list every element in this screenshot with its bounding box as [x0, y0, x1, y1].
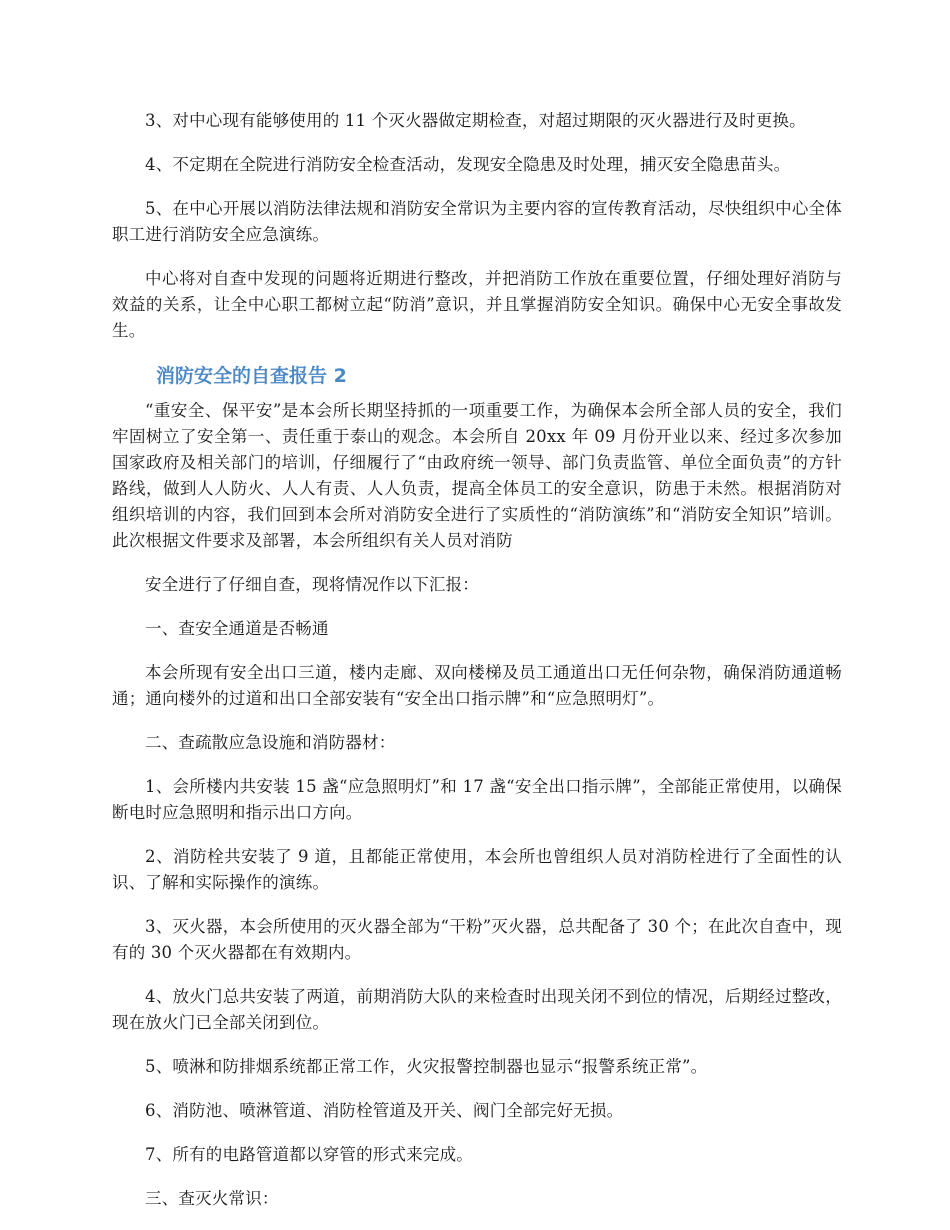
paragraph: 6、消防池、喷淋管道、消防栓管道及开关、阀门全部完好无损。: [145, 1101, 624, 1120]
paragraph: 2、消防栓共安装了 9 道，且都能正常使用，本会所也曾组织人员对消防栓进行了全面性的认识、了解和实际操作的演练。: [112, 847, 842, 892]
paragraph: 3、对中心现有能够使用的 11 个灭火器做定期检查，对超过期限的灭火器进行及时更换。: [145, 111, 806, 130]
paragraph: 7、所有的电路管道都以穿管的形式来完成。: [145, 1145, 473, 1164]
paragraph: 4、放火门总共安装了两道，前期消防大队的来检查时出现关闭不到位的情况，后期经过整改，现在放火门已全部关闭到位。: [112, 987, 842, 1032]
paragraph: 本会所现有安全出口三道，楼内走廊、双向楼梯及员工通道出口无任何杂物，确保消防通道畅通；通向楼外的过道和出口全部安装有“安全出口指示牌”和“应急照明灯”。: [112, 663, 842, 708]
paragraph: 一、查安全通道是否畅通: [145, 619, 329, 638]
paragraph: 3、灭火器，本会所使用的灭火器全部为“干粉”灭火器，总共配备了 30 个；在此次自查中，现有的 30 个灭火器都在有效期内。: [112, 917, 842, 962]
document-body: [112, 108, 842, 1230]
paragraph: 5、在中心开展以消防法律法规和消防安全常识为主要内容的宣传教育活动，尽快组织中心全体职工进行消防安全应急演练。: [112, 199, 842, 244]
paragraph: 二、查疏散应急设施和消防器材：: [145, 733, 396, 752]
paragraph: 5、喷淋和防排烟系统都正常工作，火灾报警控制器也显示“报警系统正常”。: [145, 1057, 708, 1076]
paragraph: “重安全、保平安”是本会所长期坚持抓的一项重要工作，为确保本会所全部人员的安全，我们牢固树立了安全第一、责任重于泰山的观念。本会所自 20xx 年 09 月份开业以来、经过多次参加国家政府及相关部门的培训，仔细履行了“由政府统一领导、部门负责监管、单位全面负责”的方针路线，做到人人防火、人人有责、人人负责，提高全体员工的安全意识，防患于未然。根据消防对组织培训的内容，我们回到本会所对消防安全进行了实质性的“消防演练”和“消防安全知识”培训。此次根据文件要求及部署，本会所组织有关人员对消防: [112, 401, 842, 550]
paragraph: 4、不定期在全院进行消防安全检查活动，发现安全隐患及时处理，捕灭安全隐患苗头。: [145, 155, 791, 174]
paragraph: 中心将对自查中发现的问题将近期进行整改，并把消防工作放在重要位置，仔细处理好消防与效益的关系，让全中心职工都树立起“防消”意识，并且掌握消防安全知识。确保中心无安全事故发生。: [112, 269, 842, 340]
paragraph: 安全进行了仔细自查，现将情况作以下汇报：: [145, 575, 479, 594]
paragraph: 三、查灭火常识：: [145, 1189, 279, 1208]
paragraph: 1、会所楼内共安装 15 盏“应急照明灯”和 17 盏“安全出口指示牌”，全部能正常使用，以确保断电时应急照明和指示出口方向。: [112, 777, 842, 822]
section-title: 消防安全的自查报告 2: [156, 365, 347, 387]
